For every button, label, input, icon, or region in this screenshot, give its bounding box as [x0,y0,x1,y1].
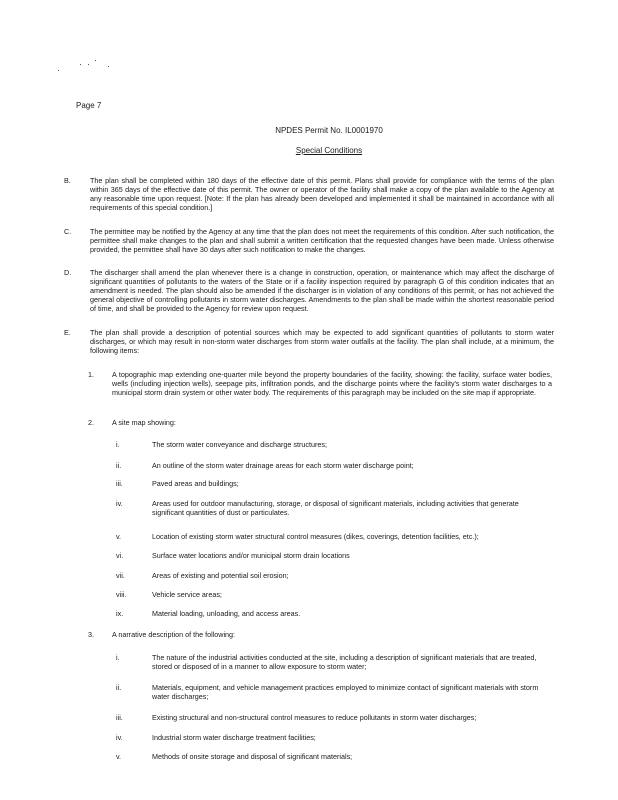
list-item: Location of existing storm water structural control measures (dikes, coverings, detention facilities, etc.); [152,532,479,541]
list-item: Vehicle service areas; [152,590,222,599]
section-title: Special Conditions [295,146,363,155]
paragraph-letter: B. [64,176,71,185]
permit-number: NPDES Permit No. IL0001970 [275,126,383,135]
scan-speck [95,60,96,61]
roman-numeral: i. [116,653,120,662]
roman-numeral: v. [116,752,122,761]
roman-numeral: vii. [116,571,125,580]
roman-numeral: viii. [116,590,127,599]
paragraph-e [64,328,554,358]
roman-numeral: iv. [116,733,123,742]
list-item: Material loading, unloading, and access areas. [152,609,301,618]
list-item: Paved areas and buildings; [152,479,239,488]
paragraph-b [64,176,554,216]
page-label: Page 7 [76,101,102,110]
list-item: Industrial storm water discharge treatment facilities; [152,733,316,742]
paragraph-text: The discharger shall amend the plan whenever there is a change in construction, operation, or maintenance which may affect the discharge of significant quantities of pollutants to the waters of the State or if a facility inspection required by paragraph G of this condition indicates that an amendment is needed. The plan should also be amended if the discharger is in violation of any conditions of this permit, or has not achieved the general objective of controlling pollutants in storm water discharges. Amendments to the plan shall be made within the shortest reasonable period of time, and shall be provided to the Agency for review upon request. [90,268,554,313]
item-text: A site map showing: [112,418,176,427]
list-item: The storm water conveyance and discharge structures; [152,440,327,449]
list-item: Areas of existing and potential soil erosion; [152,571,289,580]
paragraph-text: The permittee may be notified by the Agency at any time that the plan does not meet the requirements of this condition. After such notification, the permittee shall make changes to the plan and shall submit a written certification that the requested changes have been made. Unless otherwise provided, the permittee shall have 30 days after such notification to make the changes. [90,227,554,254]
item-text: A topographic map extending one-quarter mile beyond the property boundaries of the facility, showing: the facility, surface water bodies, wells (including injection wells), seepage pits, infiltration ponds, and the discharge points where the facility's storm water discharges to a municipal storm drain system or other water body. The requirements of this paragraph may be included on the site map if appropriate. [112,370,552,397]
scan-speck [58,70,59,71]
item-number: 2. [88,418,94,427]
scan-speck [108,66,109,67]
paragraph-text: The plan shall be completed within 180 days of the effective date of this permit. Plans shall provide for compliance with the terms of the plan within 365 days of the effective date of this permit. The owner or operator of the facility shall make a copy of the plan available to the Agency at any reasonable time upon request. [Note: If the plan has already been developed and implemented it shall be maintained in accordance with all requirements of this special condition.] [90,176,554,212]
roman-numeral: ii. [116,461,122,470]
paragraph-c [64,227,554,263]
paragraph-letter: D. [64,268,72,277]
list-item: The nature of the industrial activities conducted at the site, including a description of significant materials that are treated, stored or disposed of in a manner to allow exposure to storm water; [152,653,537,671]
item-number: 1. [88,370,94,379]
list-item: An outline of the storm water drainage areas for each storm water discharge point; [152,461,414,470]
item-text: A narrative description of the following: [112,630,236,639]
roman-numeral: ix. [116,609,124,618]
roman-numeral: iv. [116,499,123,508]
roman-numeral: iii. [116,713,123,722]
item-number: 3. [88,630,94,639]
roman-numeral: ii. [116,683,122,692]
paragraph-text: The plan shall provide a description of potential sources which may be expected to add significant quantities of pollutants to storm water discharges, or which may result in non-storm water discharges from storm water outfalls at the facility. The plan shall include, at a minimum, the following items: [90,328,554,355]
roman-numeral: v. [116,532,122,541]
list-item: Methods of onsite storage and disposal of significant materials; [152,752,353,761]
list-item: Existing structural and non-structural control measures to reduce pollutants in storm water discharges; [152,713,477,722]
paragraph-letter: C. [64,227,72,236]
roman-numeral: i. [116,440,120,449]
scan-speck [88,64,89,65]
list-item: Materials, equipment, and vehicle management practices employed to minimize contact of significant materials with storm water discharges; [152,683,539,701]
paragraph-letter: E. [64,328,71,337]
list-item: Surface water locations and/or municipal storm drain locations [152,551,350,560]
scan-speck [80,64,81,65]
roman-numeral: iii. [116,479,123,488]
paragraph-d [64,268,554,318]
list-item: Areas used for outdoor manufacturing, storage, or disposal of significant materials, including activities that generate significant quantities of dust or particulates. [152,499,519,517]
roman-numeral: vi. [116,551,124,560]
